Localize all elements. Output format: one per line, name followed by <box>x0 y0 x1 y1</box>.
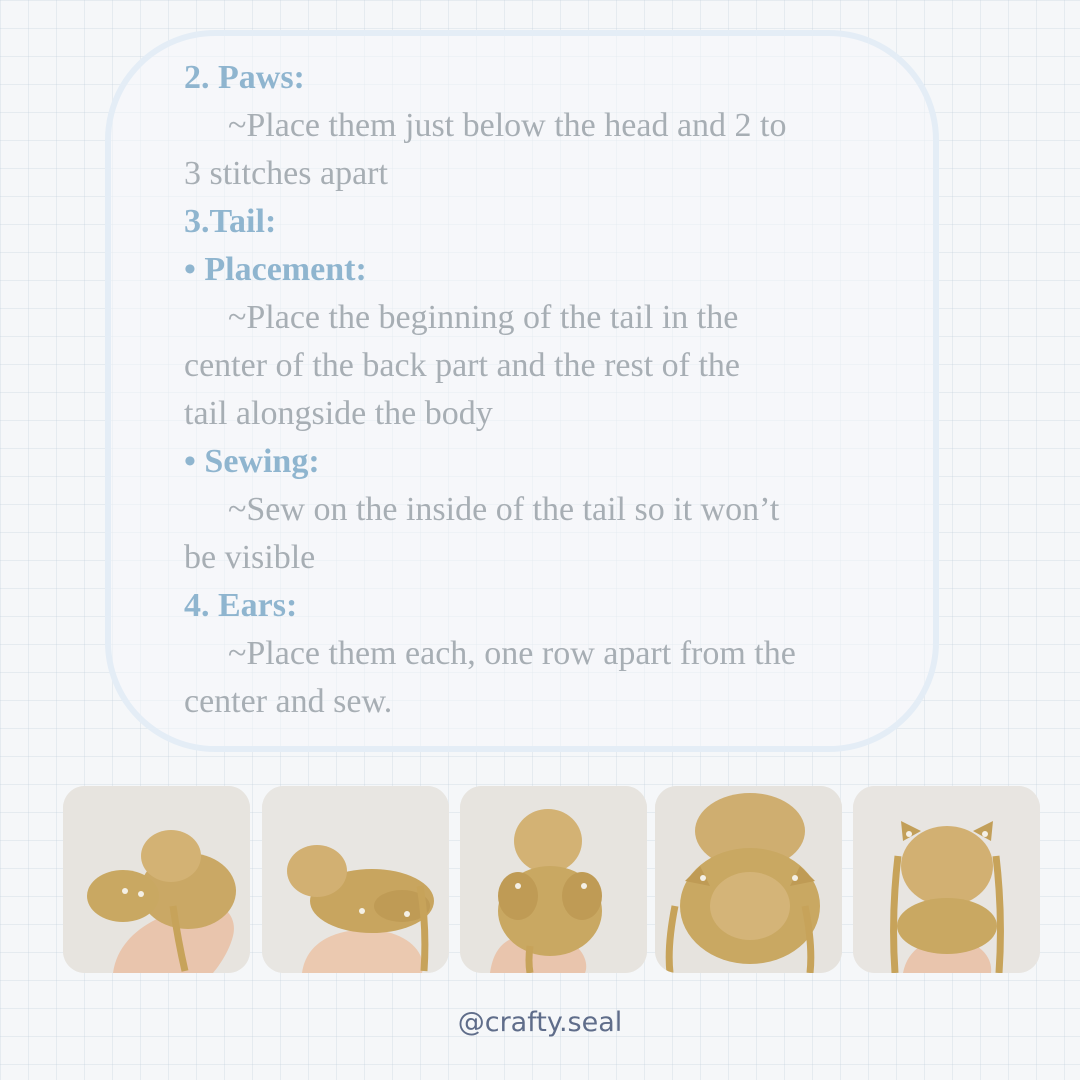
crochet-seal-front-photo <box>460 786 647 973</box>
sewing-instruction-line: be visible <box>184 539 316 576</box>
ears-heading: 4. Ears: <box>184 587 298 624</box>
creator-handle: @crafty.seal <box>457 1007 623 1038</box>
crochet-seal-side-photo <box>262 786 449 973</box>
paws-instruction-line: 3 stitches apart <box>184 155 388 192</box>
sewing-heading: • Sewing: <box>184 443 320 480</box>
instruction-text <box>184 54 914 726</box>
photo-strip <box>63 786 1040 973</box>
tail-heading: 3.Tail: <box>184 203 277 240</box>
ears-instruction-line: ~Place them each, one row apart from the <box>228 635 796 672</box>
paws-heading: 2. Paws: <box>184 59 305 96</box>
ears-instruction-line: center and sew. <box>184 683 393 720</box>
crochet-seal-top-photo <box>655 786 842 973</box>
placement-heading: • Placement: <box>184 251 367 288</box>
crochet-seal-side-photo <box>63 786 250 973</box>
placement-instruction-line: tail alongside the body <box>184 395 493 432</box>
placement-instruction-line: ~Place the beginning of the tail in the <box>228 299 739 336</box>
crochet-seal-back-photo <box>853 786 1040 973</box>
placement-instruction-line: center of the back part and the rest of the <box>184 347 741 384</box>
sewing-instruction-line: ~Sew on the inside of the tail so it won’t <box>228 491 780 528</box>
paws-instruction-line: ~Place them just below the head and 2 to <box>228 107 787 144</box>
